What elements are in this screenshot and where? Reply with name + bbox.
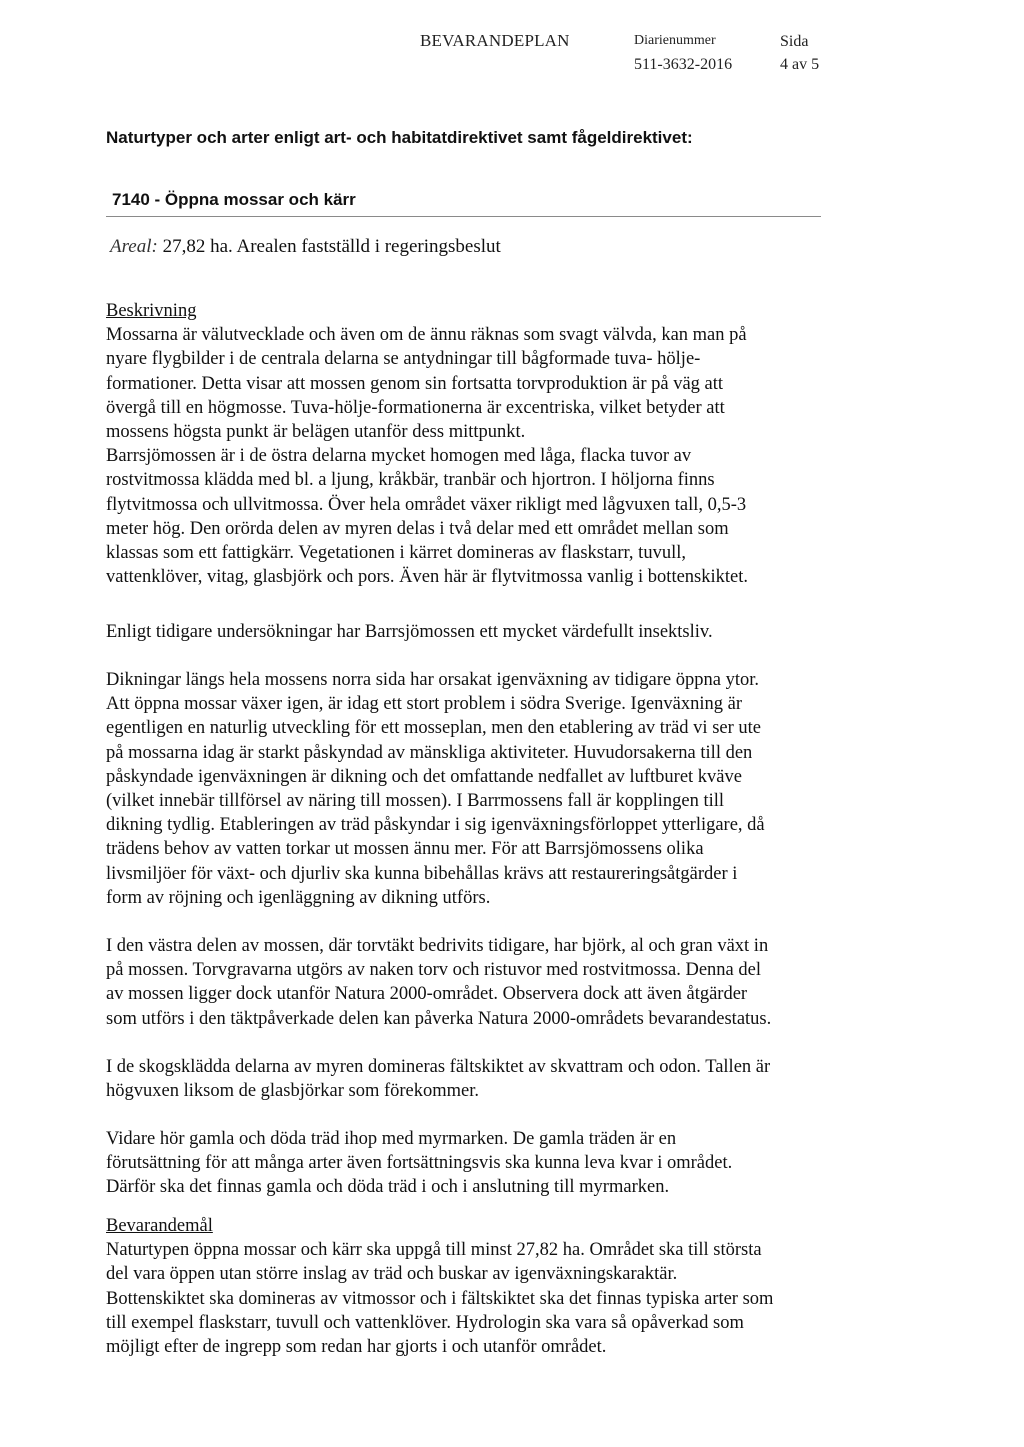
page-label: Sida — [780, 33, 809, 50]
paragraph — [106, 1055, 866, 1103]
text-line: nyare flygbilder i de centrala delarna se antydningar till bågformade tuva- hölje- — [106, 349, 701, 370]
diarienummer-value: 511-3632-2016 — [634, 56, 733, 73]
drainage-paragraph — [106, 668, 866, 910]
text-line: till exempel flaskstarr, tuvull och vattenklöver. Hydrologin ska vara så opåverkad som — [106, 1312, 744, 1333]
text-line: rostvitmossa klädda med bl. a ljung, kråkbär, tranbär och hjortron. I höljorna finns — [106, 470, 715, 491]
text-line: Enligt tidigare undersökningar har Barrsjömossen ett mycket värdefullt insektsliv. — [106, 622, 713, 642]
text-line: Därför ska det finnas gamla och döda träd i och i anslutning till myrmarken. — [106, 1177, 670, 1198]
text-line: klassas som ett fattigkärr. Vegetationen i kärret domineras av flaskstarr, tuvull, — [106, 543, 686, 564]
text-line: övergå till en högmosse. Tuva-hölje-formationerna är excentriska, vilket betyder att — [106, 397, 725, 418]
document-type-title: BEVARANDEPLAN — [420, 31, 570, 50]
text-line: påskyndade igenväxningen är dikning och det omfattande nedfallet av luftburet kväve — [106, 766, 742, 787]
text-line: av mossen ligger dock utanför Natura 2000-området. Observera dock att även åtgärder — [106, 984, 748, 1005]
text-line: vattenklöver, vitag, glasbjörk och pors. Även här är flytvitmossa vanlig i bottenskiktet. — [106, 567, 748, 588]
text-line: livsmiljöer för växt- och djurliv ska kunna bibehållas krävs att restaureringsåtgärder i — [106, 863, 738, 884]
paragraph — [106, 934, 866, 1031]
areal-label: Areal: — [110, 236, 158, 257]
habitat-heading-box — [106, 190, 821, 217]
habitat-title: 7140 - Öppna mossar och kärr — [112, 190, 356, 209]
section-title: Naturtyper och arter enligt art- och habitatdirektivet samt fågeldirektivet: — [106, 128, 693, 147]
text-line: Att öppna mossar växer igen, är idag ett stort problem i södra Sverige. Igenväxning är — [106, 694, 743, 715]
text-line: I den västra delen av mossen, där torvtäkt bedrivits tidigare, har björk, al och gran växt in — [106, 936, 769, 956]
bevarandemal-heading: Bevarandemål — [106, 1216, 213, 1236]
text-line: möjligt efter de ingrepp som redan har gjorts i och utanför området. — [106, 1337, 607, 1358]
text-line: trädens behov av vatten torkar ut mossen ännu mer. För att Barrsjömossens olika — [106, 839, 704, 860]
text-line: på mossarna idag är starkt påskyndad av mänskliga aktiviteter. Huvudorsakerna till den — [106, 742, 753, 763]
text-line: del vara öppen utan större inslag av träd och buskar av igenväxningskaraktär. — [106, 1264, 678, 1285]
text-line: mossens högsta punkt är belägen utanför dess mittpunkt. — [106, 422, 526, 443]
text-line: Naturtypen öppna mossar och kärr ska uppgå till minst 27,82 ha. Området ska till största — [106, 1240, 762, 1261]
text-line: förutsättning för att många arter även fortsättningsvis ska kunna leva kvar i området. — [106, 1153, 733, 1174]
forest-paragraph — [106, 1055, 866, 1103]
paragraph — [106, 620, 866, 644]
text-line: som utförs i den täktpåverkade delen kan påverka Natura 2000-områdets bevarandestatus. — [106, 1008, 772, 1029]
western-part-paragraph — [106, 934, 866, 1031]
paragraph — [106, 668, 866, 910]
text-line: egentligen en naturlig utveckling för ett mosseplan, men den etablering av träd vi ser ute — [106, 718, 761, 739]
text-line: Barrsjömossen är i de östra delarna mycket homogen med låga, flacka tuvor av — [106, 446, 692, 467]
text-line: formationer. Detta visar att mossen genom sin fortsatta torvproduktion är på väg att — [106, 373, 724, 394]
areal-text: 27,82 ha. Arealen fastställd i regeringsbeslut — [157, 236, 501, 257]
beskrivning-section — [106, 299, 866, 589]
text-line: på mossen. Torvgravarna utgörs av naken torv och ristuvor med rostvitmossa. Denna del — [106, 960, 761, 981]
text-line: Bottenskiktet ska domineras av vitmossor och i fältskiktet ska det finnas typiska arter som — [106, 1288, 774, 1309]
text-line: Mossarna är välutvecklade och även om de ännu räknas som svagt välvda, kan man på — [106, 325, 747, 346]
areal-line — [110, 236, 501, 258]
bevarandemal-section — [106, 1214, 866, 1359]
paragraph — [106, 1127, 866, 1200]
insect-paragraph — [106, 620, 866, 644]
text-line: (vilket innebär tillförsel av näring till mossen). I Barrmossens fall är kopplingen till — [106, 791, 725, 812]
paragraph — [106, 323, 866, 589]
text-line: Vidare hör gamla och döda träd ihop med myrmarken. De gamla träden är en — [106, 1129, 677, 1149]
text-line: flytvitmossa och ullvitmossa. Över hela området växer rikligt med lågvuxen tall, 0,5-3 — [106, 494, 747, 515]
page-number: 4 av 5 — [780, 56, 820, 73]
paragraph — [106, 1238, 866, 1359]
text-line: I de skogsklädda delarna av myren domineras fältskiktet av skvattram och odon. Tallen är — [106, 1057, 771, 1077]
text-line: högvuxen liksom de glasbjörkar som förekommer. — [106, 1081, 480, 1102]
text-line: form av röjning och igenläggning av dikning utförs. — [106, 887, 491, 908]
diarienummer-label: Diarienummer — [634, 33, 716, 48]
text-line: meter hög. Den orörda delen av myren delas i två delar med ett området mellan som — [106, 518, 729, 539]
text-line: dikning tydlig. Etableringen av träd påskyndar i sig igenväxningsförloppet ytterligare, då — [106, 815, 765, 836]
beskrivning-heading: Beskrivning — [106, 301, 197, 321]
old-trees-paragraph — [106, 1127, 866, 1200]
text-line: Dikningar längs hela mossens norra sida har orsakat igenväxning av tidigare öppna ytor. — [106, 670, 759, 690]
